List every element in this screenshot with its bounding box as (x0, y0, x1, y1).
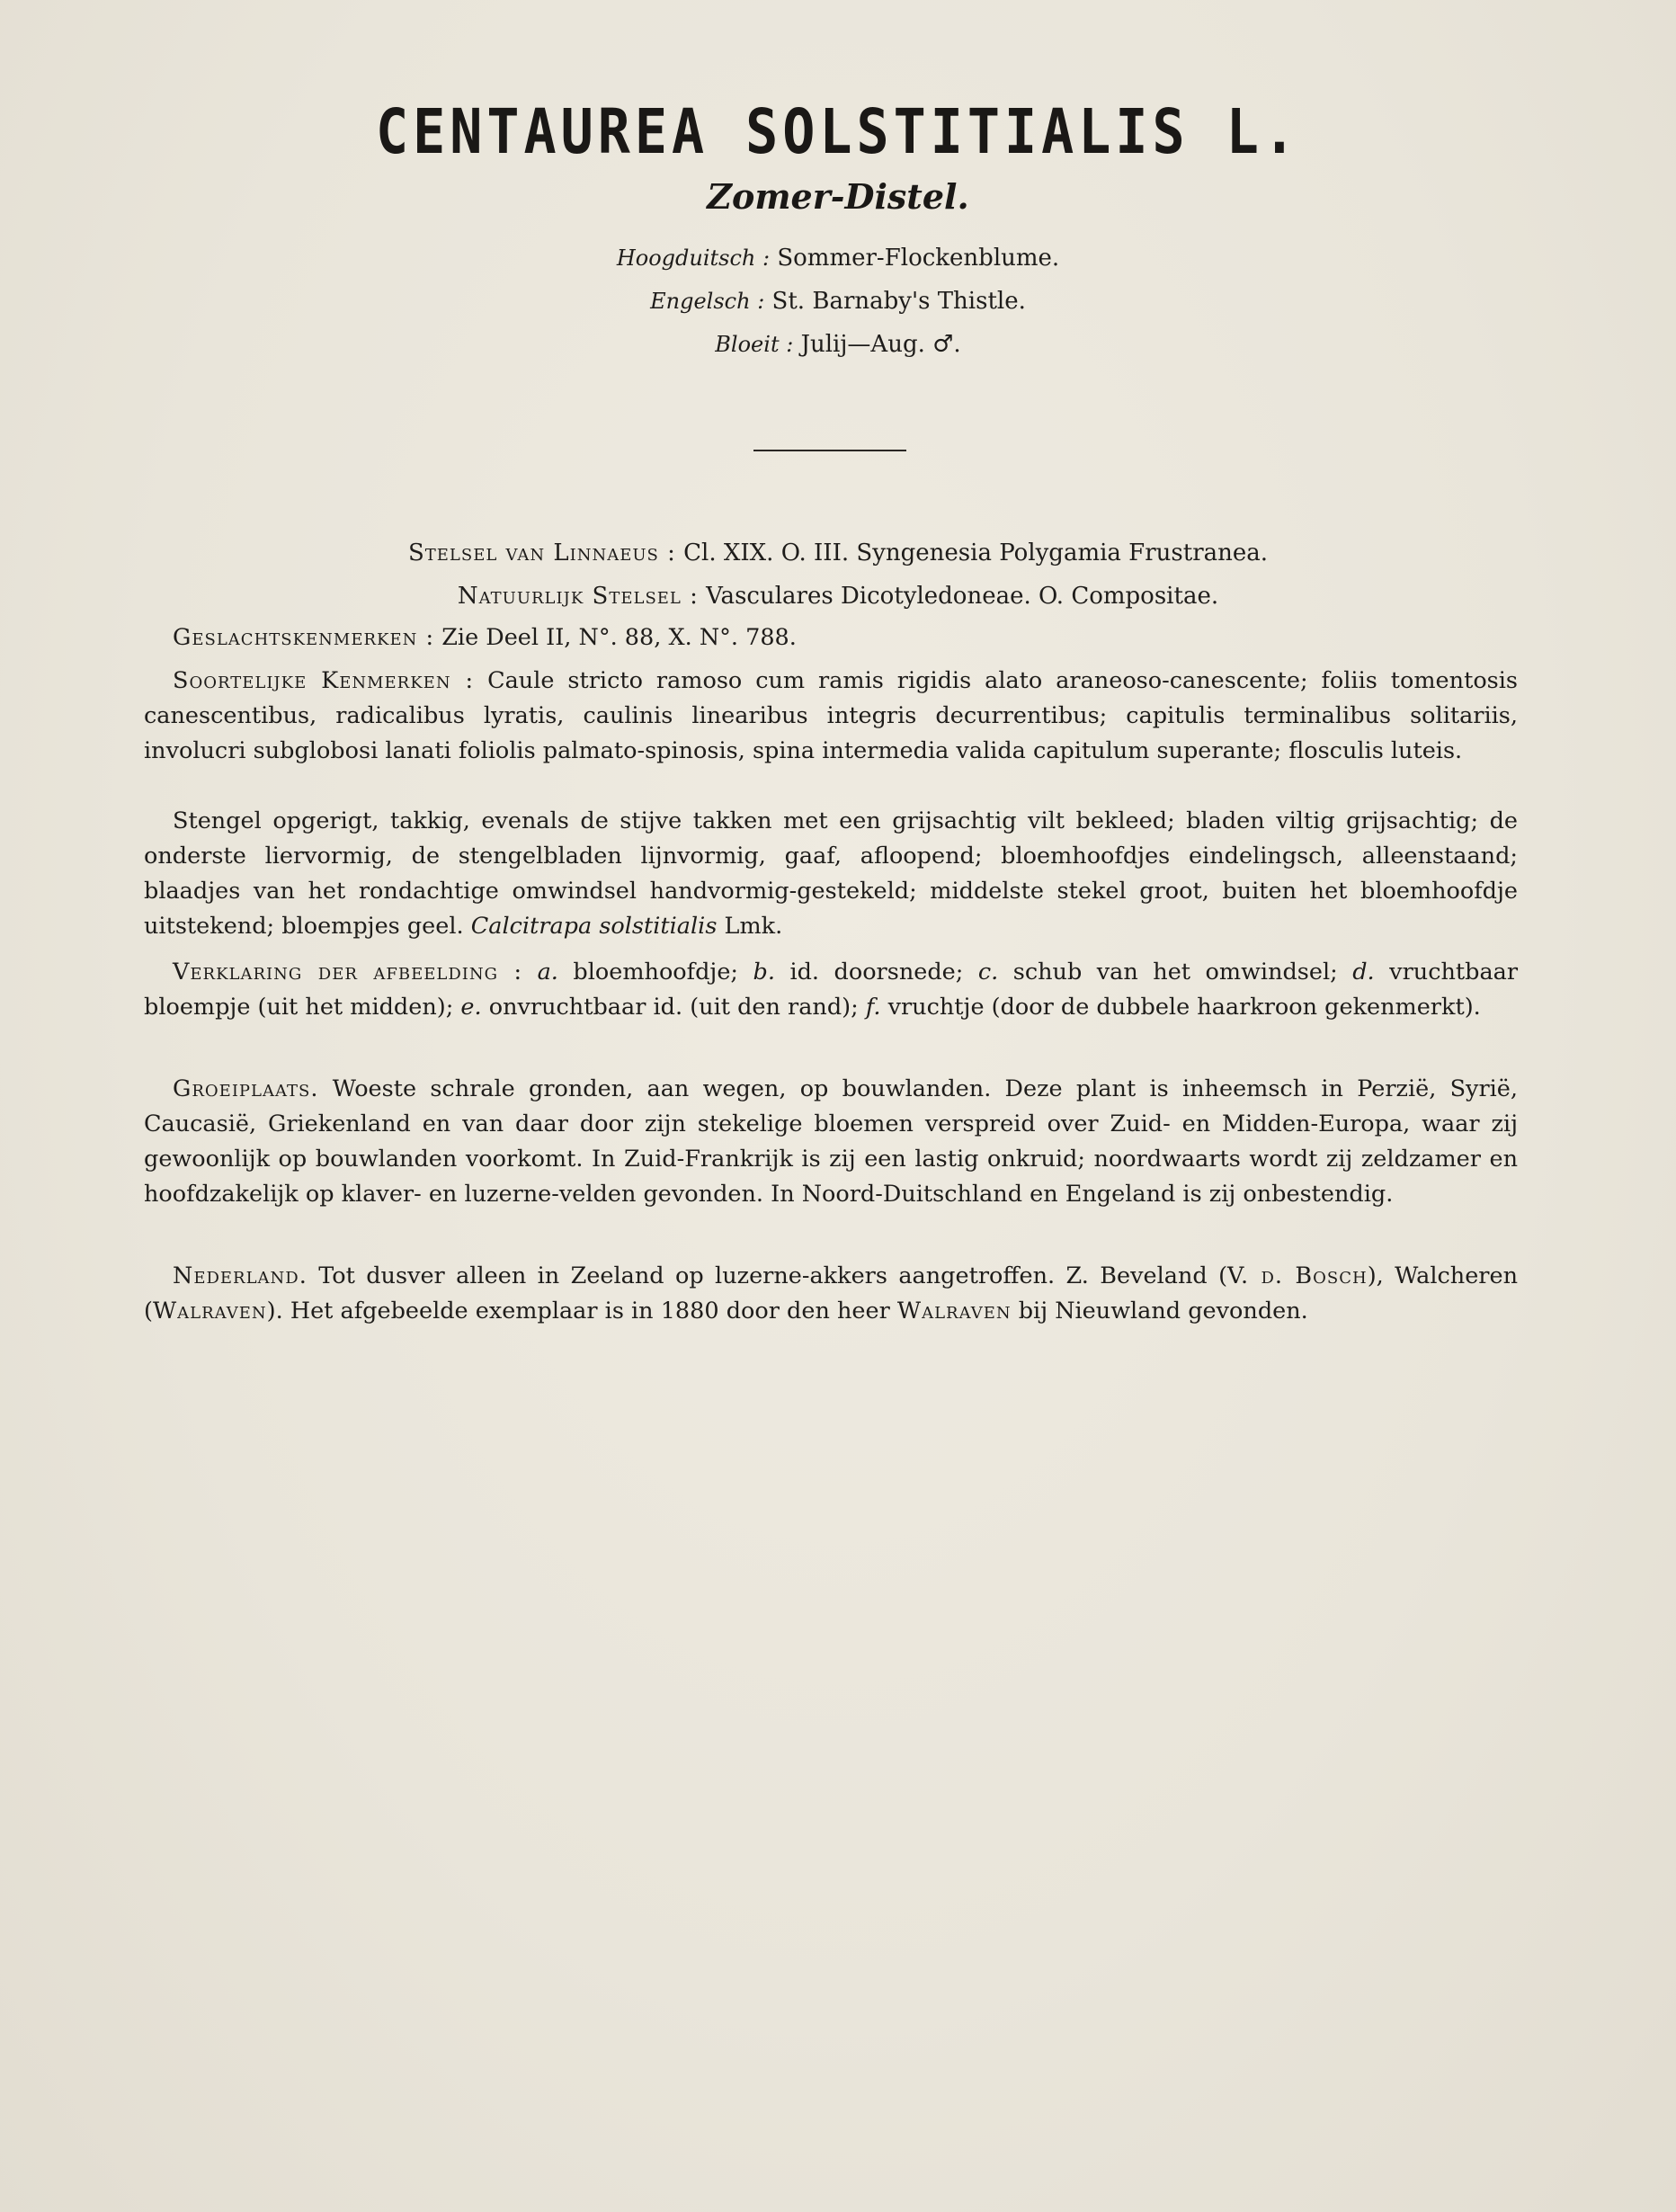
linnaeus-label: Stelsel van Linnaeus : (407, 540, 676, 566)
figure-key-c-text: schub van het omwindsel; (1012, 959, 1338, 986)
figure-key-b: b. (753, 959, 775, 986)
german-name-value: Sommer-Flockenblume. (777, 245, 1060, 272)
figure-key-f: f. (865, 994, 881, 1021)
english-name-line (0, 288, 1676, 315)
collector-name-3: Walraven (896, 1298, 1012, 1325)
linnaeus-system-line (0, 540, 1676, 566)
divider-rule (753, 450, 906, 451)
english-name-label: Engelsch : (650, 289, 765, 314)
figure-key-e-text: onvruchtbaar id. (uit den rand); (488, 994, 859, 1021)
figure-key-d-text: vruchtbaar bloempje (uit het midden); (144, 959, 1519, 1021)
genus-characteristics (144, 620, 1518, 656)
figure-key-f-text: vruchtje (door de dubbele haarkroon gekenmerkt). (887, 994, 1481, 1021)
collector-name-2: Walraven (152, 1298, 267, 1325)
netherlands-label: Nederland. (173, 1262, 308, 1289)
netherlands-section (144, 1259, 1518, 1329)
habitat-label: Groeiplaats. (173, 1075, 319, 1102)
natural-system-label: Natuurlijk Stelsel : (457, 583, 699, 610)
genus-label: Geslachtskenmerken : (173, 624, 435, 651)
flowering-line (0, 331, 1676, 358)
figure-explanation-label: Verklaring der afbeelding : (173, 959, 523, 986)
figure-key-d: d. (1352, 959, 1375, 986)
species-label: Soortelijke Kenmerken : (173, 667, 475, 694)
figure-key-b-text: id. doorsnede; (789, 959, 964, 986)
species-value: Caule stricto ramoso cum ramis rigidis alato araneoso-canescente; foliis tomentosis canescentibus, radicalibus lyratis, caulinis linearibus integris decurrentibus; capitulis terminalibus solitariis, involucri subglobosi lanati foliolis palmato-spinosis, spina intermedia valida capitulum superante; flosculis luteis. (144, 667, 1518, 764)
flowering-value: Julij—Aug. ♂. (800, 331, 961, 358)
netherlands-text-4: bij Nieuwland gevonden. (1018, 1298, 1308, 1325)
netherlands-text-3: ). Het afgebeelde exemplaar is in 1880 door den heer (266, 1298, 890, 1325)
figure-explanation (144, 955, 1518, 1025)
german-name-label: Hoogduitsch : (616, 245, 771, 271)
habitat-section (144, 1072, 1518, 1212)
flowering-label: Bloeit : (715, 332, 794, 357)
natural-system-value: Vasculares Dicotyledoneae. O. Compositae. (706, 583, 1219, 610)
stem-text: Stengel opgerigt, takkig, evenals de stijve takken met een grijsachtig vilt bekleed; bladen viltig grijsachtig; de onderste liervormig, de stengelbladen lijnvormig, gaaf, afloopend; bloemhoofdjes eindelingsch, alleenstaand; blaadjes van het rondachtige omwindsel handvormig-gestekeld; middelste stekel groot, buiten het bloemhoofdje uitstekend; bloempjes geel. (144, 807, 1518, 940)
stem-author: Lmk. (724, 913, 783, 940)
netherlands-text-2: ), Walcheren ( (144, 1262, 1518, 1325)
common-name: Zomer-Distel. (707, 176, 969, 217)
german-name-line (0, 245, 1676, 272)
natural-system-line (0, 583, 1676, 610)
figure-key-a: a. (537, 959, 558, 986)
collector-name-1: V. d. Bosch (1227, 1262, 1368, 1289)
netherlands-text-1: Tot dusver alleen in Zeeland op luzerne-akkers aangetroffen. Z. Beveland ( (318, 1262, 1228, 1289)
page-title: CENTAUREA SOLSTITIALIS L. (375, 95, 1301, 169)
habitat-value: Woeste schrale gronden, aan wegen, op bouwlanden. Deze plant is inheemsch in Perzië, Syrië, Caucasië, Griekenland en van daar door zijn stekelige bloemen verspreid over Zuid- en Midden-Europa, waar zij gewoonlijk op bouwlanden voorkomt. In Zuid-Frankrijk is zij een lastig onkruid; noordwaarts wordt zij zeldzamer en hoofdzakelijk op klaver- en luzerne-velden gevonden. In Noord-Duitschland en Engeland is zij onbestendig. (144, 1075, 1518, 1208)
genus-value: Zie Deel II, N°. 88, X. N°. 788. (441, 624, 797, 651)
linnaeus-value: Cl. XIX. O. III. Syngenesia Polygamia Frustranea. (683, 540, 1269, 566)
stem-synonym: Calcitrapa solstitialis (470, 913, 718, 940)
english-name-value: St. Barnaby's Thistle. (771, 288, 1026, 315)
figure-key-e: e. (460, 994, 482, 1021)
figure-key-c: c. (977, 959, 999, 986)
stem-description (144, 804, 1518, 944)
species-characteristics (144, 664, 1518, 769)
figure-key-a-text: bloemhoofdje; (573, 959, 739, 986)
